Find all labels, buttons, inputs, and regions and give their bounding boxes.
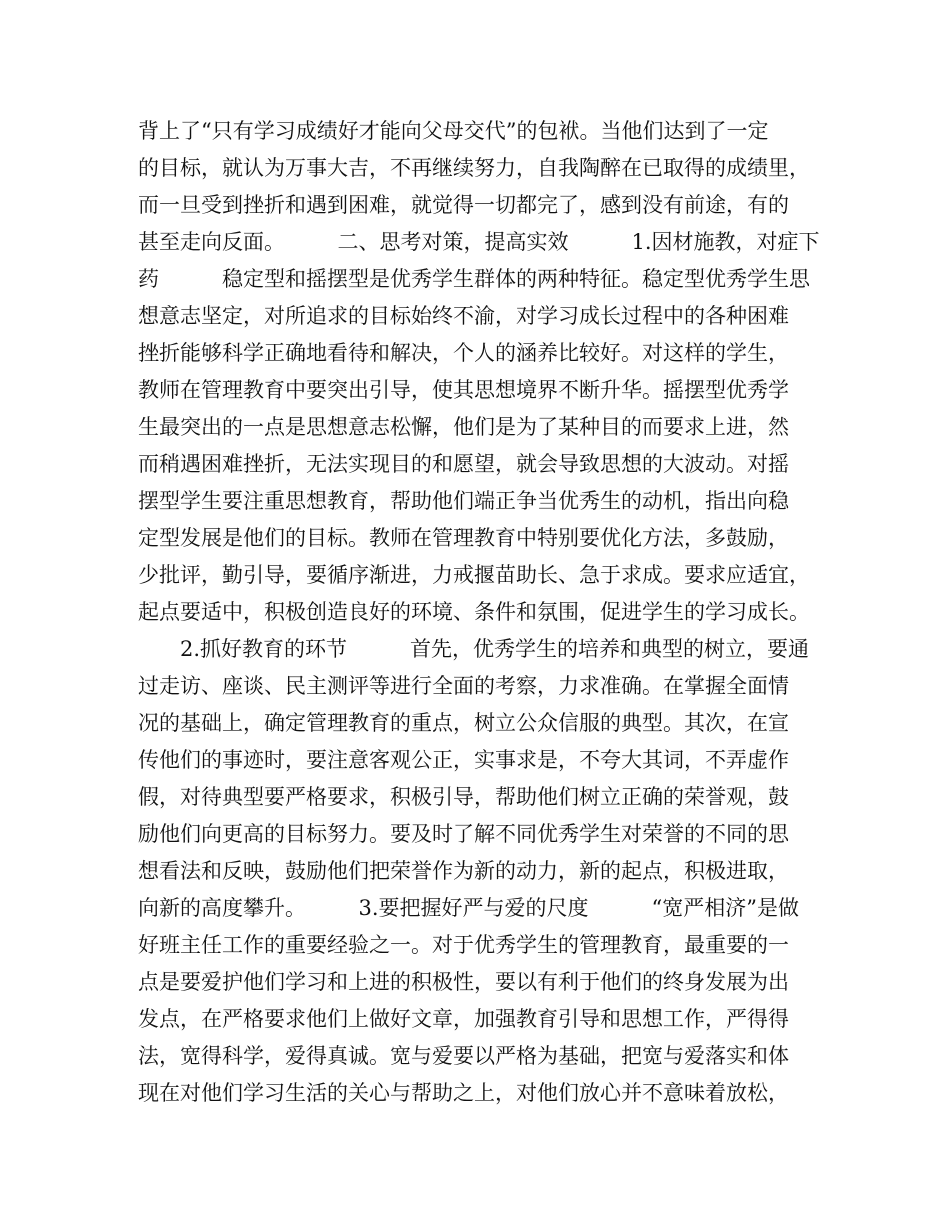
text-line: 想意志坚定，对所追求的目标始终不渝，对学习成长过程中的各种困难 — [138, 304, 789, 328]
text-line: 发点，在严格要求他们上做好文章，加强教育引导和思想工作，严得得 — [138, 1007, 789, 1031]
text-line: 传他们的事迹时，要注意客观公正，实事求是，不夸大其词，不弄虚作 — [138, 748, 789, 772]
text-line: 药 稳定型和摇摆型是优秀学生群体的两种特征。稳定型优秀学生思 — [138, 267, 810, 291]
body-text — [138, 113, 828, 1112]
text-line: 况的基础上，确定管理教育的重点，树立公众信服的典型。其次，在宣 — [138, 711, 789, 735]
text-line: 想看法和反映，鼓励他们把荣誉作为新的动力，新的起点，积极进取， — [138, 859, 789, 883]
text-line: 摆型学生要注重思想教育，帮助他们端正争当优秀生的动机，指出向稳 — [138, 489, 789, 513]
text-line: 教师在管理教育中要突出引导，使其思想境界不断升华。摇摆型优秀学 — [138, 378, 789, 402]
text-line: 起点要适中，积极创造良好的环境、条件和氛围，促进学生的学习成长。 — [138, 600, 810, 624]
text-line: 而一旦受到挫折和遇到困难，就觉得一切都完了，感到没有前途，有的 — [138, 193, 789, 217]
text-line: 定型发展是他们的目标。教师在管理教育中特别要优化方法，多鼓励， — [138, 526, 789, 550]
text-line: 点是要爱护他们学习和上进的积极性，要以有利于他们的终身发展为出 — [138, 970, 789, 994]
text-line: 少批评，勤引导，要循序渐进，力戒揠苗助长、急于求成。要求应适宜， — [138, 563, 810, 587]
text-line: 现在对他们学习生活的关心与帮助之上，对他们放心并不意味着放松， — [138, 1081, 789, 1105]
text-line: 生最突出的一点是思想意志松懈，他们是为了某种目的而要求上进，然 — [138, 415, 789, 439]
text-line: 挫折能够科学正确地看待和解决，个人的涵养比较好。对这样的学生， — [138, 341, 789, 365]
text-line: 励他们向更高的目标努力。要及时了解不同优秀学生对荣誉的不同的思 — [138, 822, 789, 846]
text-line: 而稍遇困难挫折，无法实现目的和愿望，就会导致思想的大波动。对摇 — [138, 452, 789, 476]
text-line: 向新的高度攀升。 3.要把握好严与爱的尺度 “宽严相济”是做 — [138, 896, 800, 920]
text-line: 背上了“只有学习成绩好才能向父母交代”的包袱。当他们达到了一定 — [138, 119, 769, 143]
text-line: 过走访、座谈、民主测评等进行全面的考察，力求准确。在掌握全面情 — [138, 674, 789, 698]
text-line: 假，对待典型要严格要求，积极引导，帮助他们树立正确的荣誉观，鼓 — [138, 785, 789, 809]
text-line: 法，宽得科学，爱得真诚。宽与爱要以严格为基础，把宽与爱落实和体 — [138, 1044, 789, 1068]
text-line: 2.抓好教育的环节 首先，优秀学生的培养和典型的树立，要通 — [138, 637, 810, 661]
text-line: 甚至走向反面。 二、思考对策，提高实效 1.因材施教，对症下 — [138, 230, 820, 254]
text-line: 好班主任工作的重要经验之一。对于优秀学生的管理教育，最重要的一 — [138, 933, 789, 957]
text-line: 的目标，就认为万事大吉，不再继续努力，自我陶醉在已取得的成绩里， — [138, 156, 810, 180]
